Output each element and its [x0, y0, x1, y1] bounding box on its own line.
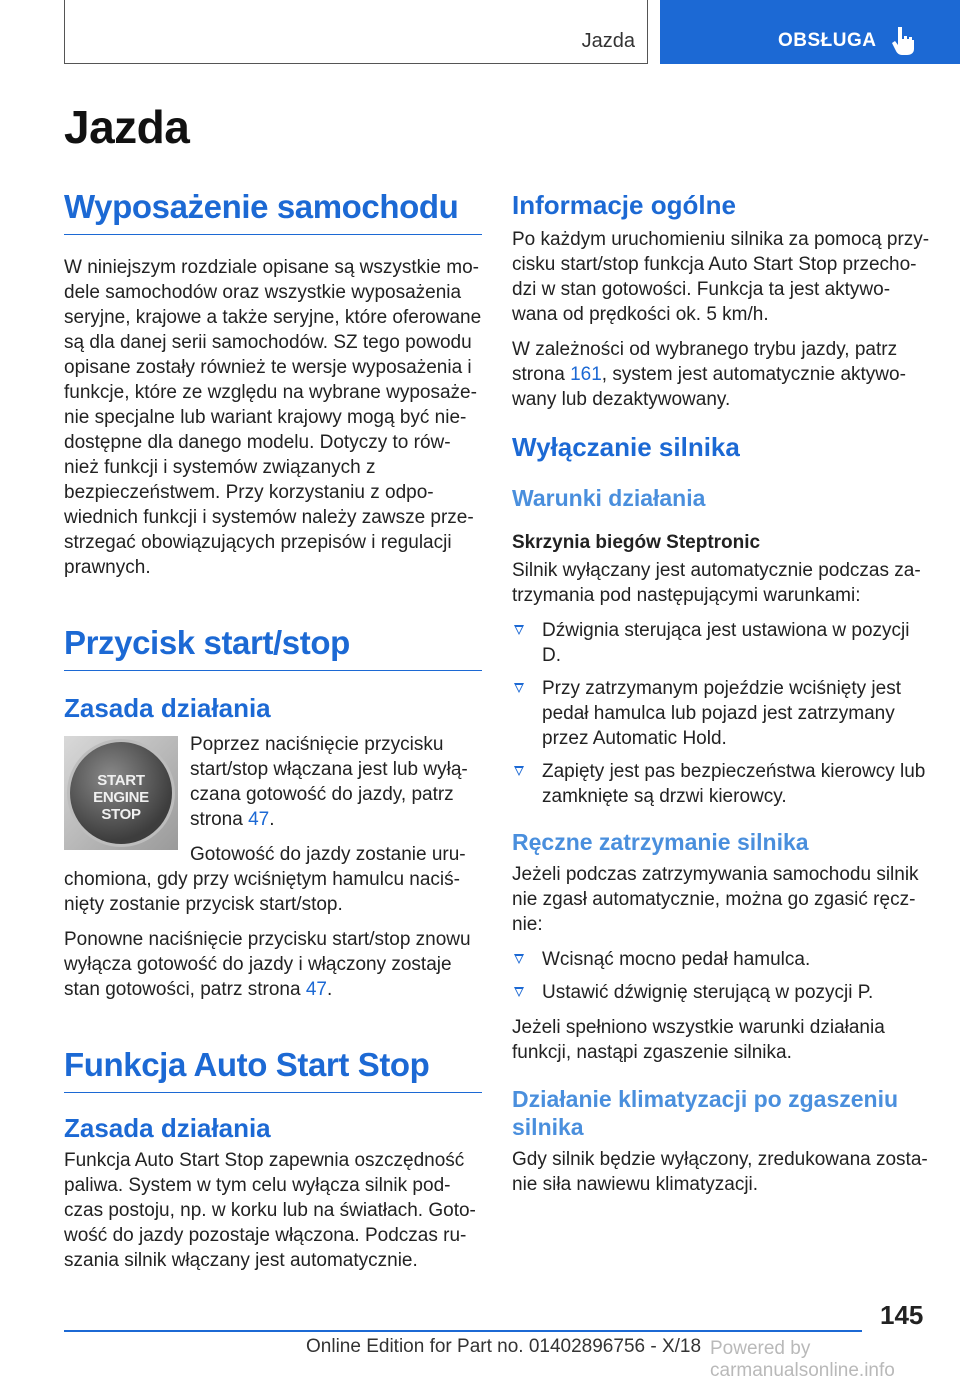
button-image-line: STOP	[101, 806, 141, 823]
start-stop-paragraph-2: Gotowość do jazdy zostanie uru‐chomiona, gdy przy wciśniętym hamulcu naciś‐nięty zostanie przycisk start/stop.	[64, 844, 466, 915]
text: .	[326, 979, 333, 1000]
text: .	[269, 809, 275, 830]
bullet-triangle-icon	[514, 683, 524, 693]
page-link-47[interactable]: 47	[248, 809, 270, 830]
manual-stop-paragraph-2: Jeżeli spełniono wszystkie warunki działania funkcji, nastąpi zgaszenie silnika.	[512, 1017, 885, 1063]
page-link-47[interactable]: 47	[305, 979, 327, 1000]
section-title-start-stop-button: Przycisk start/stop	[64, 624, 482, 671]
steptronic-heading: Skrzynia biegów Steptronic	[512, 532, 761, 553]
breadcrumb[interactable]: Jazda	[581, 30, 635, 52]
subsection-engine-off: Wyłączanie silnika	[512, 432, 740, 462]
text: Poprzez naciśnięcie przycisku start/stop włączana jest lub wyłą‐czana gotowość do jazdy, patrz strona	[190, 734, 468, 830]
button-image-line: START	[97, 772, 145, 789]
conditions-paragraph: Silnik wyłączany jest automatycznie podczas za‐trzymania pod następującymi warunkami:	[512, 560, 921, 606]
bullet-triangle-icon	[514, 954, 524, 964]
start-stop-block	[64, 732, 482, 917]
section-tab-label: OBSŁUGA	[778, 30, 877, 51]
section-tab[interactable]	[660, 0, 960, 64]
subsection-principle-2: Zasada działania	[64, 1113, 271, 1143]
manual-stop-paragraph: Jeżeli podczas zatrzymywania samochodu silnik nie zgasł automatycznie, można go zgasić ręcz‐nie:	[512, 864, 919, 935]
list-item-text: Dźwignia sterująca jest ustawiona w pozycji D.	[542, 620, 910, 666]
list-item-text: Ustawić dźwignię sterującą w pozycji P.	[542, 982, 874, 1003]
list-item	[512, 618, 932, 668]
chapter-title: Jazda	[64, 101, 190, 153]
list-item-text: Zapięty jest pas bezpieczeństwa kierowcy lub zamknięte są drzwi kierowcy.	[542, 761, 926, 807]
auto-start-stop-paragraph: Funkcja Auto Start Stop zapewnia oszczędność paliwa. System w tym celu wyłącza silnik pod‐czas postoju, np. w korku lub na światłach. Goto‐wość do jazdy pozostaje włączona. Podczas ru‐szania silnik włączany jest automatycznie.	[64, 1150, 476, 1271]
right-column	[512, 190, 932, 1197]
list-item-text: Wcisnąć mocno pedał hamulca.	[542, 949, 811, 970]
page-link-161[interactable]: 161	[570, 364, 602, 385]
bullet-triangle-icon	[514, 987, 524, 997]
list-item-text: Przy zatrzymanym pojeździe wciśnięty jest pedał hamulca lub pojazd jest zatrzymany przez Automatic Hold.	[542, 678, 901, 749]
text: W zależności od wybranego trybu jazdy, patrz strona	[512, 339, 898, 385]
text: , system jest automatycznie aktywo‐wany lub dezaktywowany.	[512, 364, 906, 410]
footer-edition: Online Edition for Part no. 01402896756 - X/18	[306, 1336, 702, 1357]
start-engine-stop-icon	[70, 742, 172, 844]
list-item	[512, 947, 932, 972]
section-title-auto-start-stop: Funkcja Auto Start Stop	[64, 1046, 482, 1093]
start-stop-paragraph-3	[64, 927, 482, 1002]
button-image-line: ENGINE	[93, 789, 149, 806]
list-item	[512, 980, 932, 1005]
list-item	[512, 759, 932, 809]
subsection-conditions: Warunki działania	[512, 485, 706, 511]
list-item	[512, 676, 932, 751]
equipment-paragraph: W niniejszym rozdziale opisane są wszystkie mo‐dele samochodów oraz wszystkie wyposażenia seryjne, krajowe a także seryjne, które oferowane są dla danej serii samochodów. SZ tego powodu opisane zostały również te wersje wyposażenia i funkcje, które ze względu na wybrane wyposaże‐nie specjalne lub wariant krajowy mogą być nie‐dostępne dla danego modelu. Dotyczy to rów‐nież funkcji i systemów związanych z bezpieczeństwem. Przy korzystaniu z odpo‐wiednich funkcji i systemów należy zawsze prze‐strzegać obowiązujących przepisów i regulacji prawnych.	[64, 257, 482, 578]
subsection-general-info: Informacje ogólne	[512, 190, 736, 220]
general-info-paragraph-1: Po każdym uruchomieniu silnika za pomocą przy‐cisku start/stop funkcja Auto Start Stop przecho‐dzi w stan gotowości. Funkcja ta jest aktywo‐wana od prędkości ok. 5 km/h.	[512, 229, 930, 325]
footer-divider	[64, 1330, 862, 1332]
general-info-paragraph-2	[512, 337, 932, 412]
left-column	[64, 188, 482, 1273]
text: Ponowne naciśnięcie przycisku start/stop znowu wyłącza gotowość do jazdy i włączony zostaje stan gotowości, patrz strona	[64, 929, 471, 1000]
subsection-manual-stop: Ręczne zatrzymanie silnika	[512, 829, 809, 855]
subsection-principle-1: Zasada działania	[64, 693, 271, 723]
start-stop-button-image	[64, 736, 178, 850]
bullet-triangle-icon	[514, 625, 524, 635]
air-conditioning-paragraph: Gdy silnik będzie wyłączony, zredukowana zosta‐nie siła nawiewu klimatyzacji.	[512, 1149, 928, 1195]
watermark: Powered by carmanualsonline.info	[710, 1338, 895, 1381]
section-title-equipment: Wyposażenie samochodu	[64, 188, 482, 235]
bullet-triangle-icon	[514, 766, 524, 776]
header-breadcrumb-box	[64, 0, 648, 64]
pointing-hand-icon	[892, 25, 918, 55]
page-number: 145	[880, 1300, 924, 1330]
subsection-air-conditioning: Działanie klimatyzacji po zgaszeniu silnika	[512, 1086, 899, 1140]
